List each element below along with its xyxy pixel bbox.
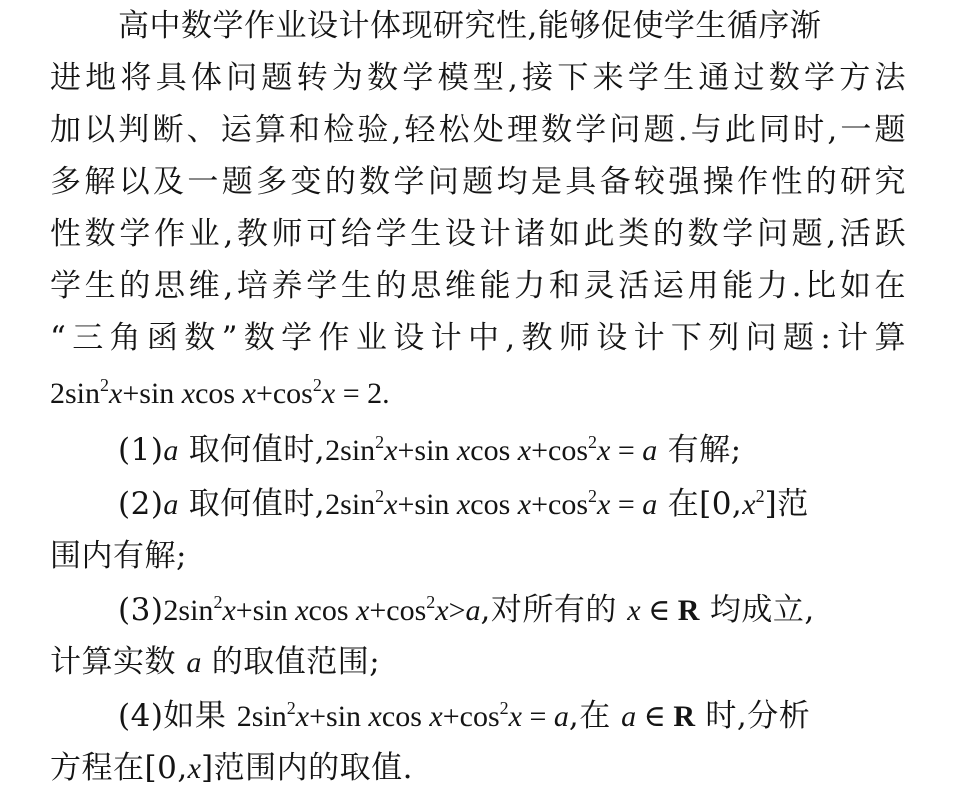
text-line: 学生的思维,培养学生的思维能力和灵活运用能力.比如在 — [50, 268, 906, 304]
question-4-cont: 方程在[0,x]范围内的取值. — [50, 750, 413, 786]
text-line: 加以判断、运算和检验,轻松处理数学问题.与此同时,一题 — [50, 112, 906, 148]
question-3: $(3)2\sin^2x+\sin$ xcos $x+\cos^2x>a$,对所有的 x ∈ R 均成立, — [118, 592, 815, 628]
question-1: (1)a 取何值时$,2\sin^2x+\sin$ xcos $x+\cos^2x = a$ 有解; — [118, 432, 742, 468]
equation-line: $2\sin^2x+\sin$ xcos $x+\cos^2x = 2$. — [50, 375, 390, 410]
text-line: 高中数学作业设计体现研究性,能够促使学生循序渐 — [118, 8, 822, 44]
text-line: “三角函数”数学作业设计中,教师设计下列问题:计算 — [50, 320, 906, 356]
question-3-cont: 计算实数 a 的取值范围; — [50, 644, 381, 680]
text-line: 进地将具体问题转为数学模型,接下来学生通过数学方法 — [50, 60, 906, 96]
text-line: 多解以及一题多变的数学问题均是具备较强操作性的研究 — [50, 164, 906, 200]
question-2: (2)a 取何值时$,2\sin^2x+\sin$ xcos $x+\cos^2x = a$ 在$[0,x^2]$范 — [118, 486, 809, 522]
question-4: (4)如果 $2\sin^2x+\sin$ xcos $x+\cos^2x = a$,在 a ∈ R 时,分析 — [118, 698, 811, 734]
question-2-cont: 围内有解; — [50, 538, 187, 574]
text-line: 性数学作业,教师可给学生设计诸如此类的数学问题,活跃 — [50, 216, 906, 252]
